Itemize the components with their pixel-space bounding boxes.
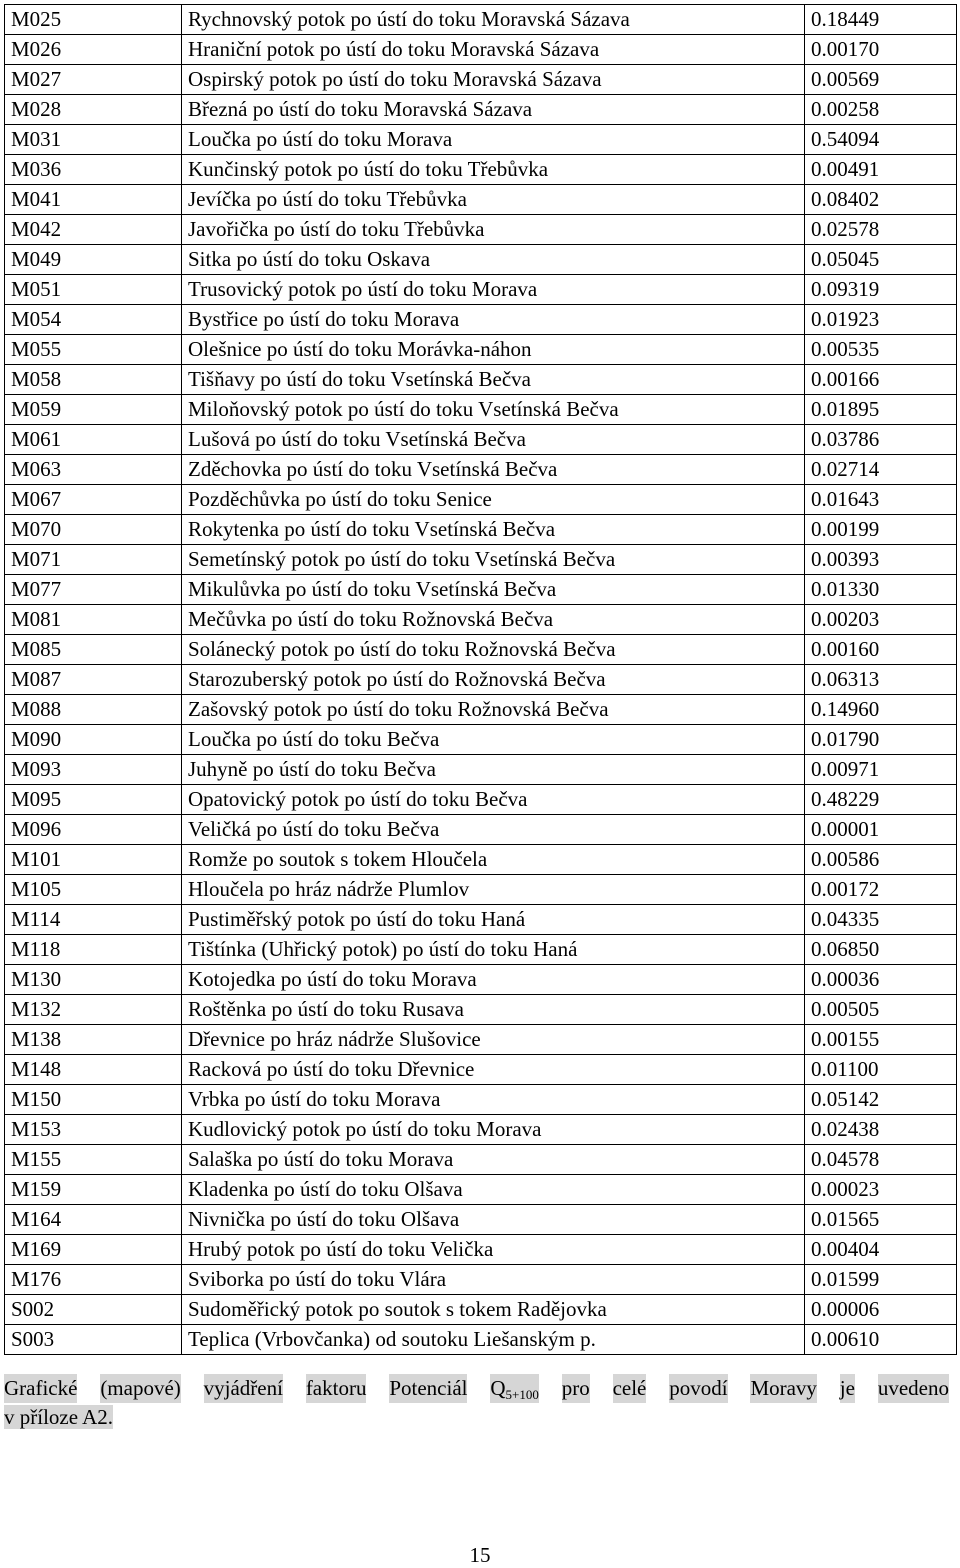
row-code-cell: M159 (5, 1175, 182, 1205)
row-code-cell: M153 (5, 1115, 182, 1145)
row-value-cell: 0.00491 (805, 155, 957, 185)
row-value-cell: 0.00505 (805, 995, 957, 1025)
table-row (5, 755, 957, 785)
row-value-cell: 0.00569 (805, 65, 957, 95)
note-word: Potenciál (389, 1374, 467, 1403)
row-value-cell: 0.01565 (805, 1205, 957, 1235)
row-name-cell: Romže po soutok s tokem Hloučela (182, 845, 805, 875)
row-value-cell: 0.00393 (805, 545, 957, 575)
row-name-cell: Ospirský potok po ústí do toku Moravská Sázava (182, 65, 805, 95)
row-value-cell: 0.00610 (805, 1325, 957, 1355)
note-q-term (490, 1374, 539, 1403)
row-value-cell: 0.01599 (805, 1265, 957, 1295)
row-code-cell: M077 (5, 575, 182, 605)
row-name-cell: Pozděchůvka po ústí do toku Senice (182, 485, 805, 515)
note-line-2 (4, 1403, 949, 1432)
row-value-cell: 0.04578 (805, 1145, 957, 1175)
row-value-cell: 0.01330 (805, 575, 957, 605)
row-value-cell: 0.00535 (805, 335, 957, 365)
row-name-cell: Sudoměřický potok po soutok s tokem Radějovka (182, 1295, 805, 1325)
row-value-cell: 0.01923 (805, 305, 957, 335)
table-row (5, 365, 957, 395)
table-row (5, 845, 957, 875)
q-symbol: Q (490, 1376, 506, 1400)
note-word: povodí (669, 1374, 727, 1403)
row-name-cell: Trusovický potok po ústí do toku Morava (182, 275, 805, 305)
row-code-cell: M051 (5, 275, 182, 305)
table-row (5, 305, 957, 335)
row-code-cell: M096 (5, 815, 182, 845)
row-value-cell: 0.00199 (805, 515, 957, 545)
row-value-cell: 0.05045 (805, 245, 957, 275)
table-row (5, 1325, 957, 1355)
table-row (5, 545, 957, 575)
table-row (5, 95, 957, 125)
row-code-cell: M031 (5, 125, 182, 155)
table-row (5, 1025, 957, 1055)
table-row (5, 275, 957, 305)
note-word: Moravy (750, 1374, 817, 1403)
row-name-cell: Sviborka po ústí do toku Vlára (182, 1265, 805, 1295)
note-word: faktoru (306, 1374, 367, 1403)
row-name-cell: Kladenka po ústí do toku Olšava (182, 1175, 805, 1205)
row-code-cell: M071 (5, 545, 182, 575)
row-name-cell: Javořička po ústí do toku Třebůvka (182, 215, 805, 245)
table-row (5, 1145, 957, 1175)
row-code-cell: M042 (5, 215, 182, 245)
row-value-cell: 0.01100 (805, 1055, 957, 1085)
table-row (5, 515, 957, 545)
row-value-cell: 0.01895 (805, 395, 957, 425)
row-value-cell: 0.48229 (805, 785, 957, 815)
row-value-cell: 0.00155 (805, 1025, 957, 1055)
row-value-cell: 0.06313 (805, 665, 957, 695)
coefficient-table (4, 4, 957, 1355)
row-code-cell: M055 (5, 335, 182, 365)
table-row (5, 65, 957, 95)
row-code-cell: M164 (5, 1205, 182, 1235)
row-value-cell: 0.02714 (805, 455, 957, 485)
table-row (5, 965, 957, 995)
row-code-cell: M027 (5, 65, 182, 95)
row-name-cell: Jevíčka po ústí do toku Třebůvka (182, 185, 805, 215)
row-code-cell: M130 (5, 965, 182, 995)
row-value-cell: 0.14960 (805, 695, 957, 725)
row-code-cell: M105 (5, 875, 182, 905)
table-row (5, 695, 957, 725)
row-code-cell: M087 (5, 665, 182, 695)
row-value-cell: 0.02578 (805, 215, 957, 245)
row-name-cell: Nivnička po ústí do toku Olšava (182, 1205, 805, 1235)
row-name-cell: Hrubý potok po ústí do toku Velička (182, 1235, 805, 1265)
row-value-cell: 0.00258 (805, 95, 957, 125)
row-value-cell: 0.01790 (805, 725, 957, 755)
table-row (5, 1265, 957, 1295)
note-word: je (840, 1374, 855, 1403)
row-code-cell: M054 (5, 305, 182, 335)
row-name-cell: Solánecký potok po ústí do toku Rožnovská Bečva (182, 635, 805, 665)
table-row (5, 155, 957, 185)
row-name-cell: Mečůvka po ústí do toku Rožnovská Bečva (182, 605, 805, 635)
row-name-cell: Pustiměřský potok po ústí do toku Haná (182, 905, 805, 935)
row-name-cell: Miloňovský potok po ústí do toku Vsetínská Bečva (182, 395, 805, 425)
row-name-cell: Kudlovický potok po ústí do toku Morava (182, 1115, 805, 1145)
row-code-cell: M118 (5, 935, 182, 965)
row-value-cell: 0.04335 (805, 905, 957, 935)
row-code-cell: M041 (5, 185, 182, 215)
table-row (5, 1295, 957, 1325)
row-name-cell: Loučka po ústí do toku Morava (182, 125, 805, 155)
table-row (5, 605, 957, 635)
row-name-cell: Semetínský potok po ústí do toku Vsetínská Bečva (182, 545, 805, 575)
table-row (5, 665, 957, 695)
note-word: uvedeno (878, 1374, 949, 1403)
table-row (5, 245, 957, 275)
row-value-cell: 0.06850 (805, 935, 957, 965)
row-code-cell: S002 (5, 1295, 182, 1325)
row-code-cell: M085 (5, 635, 182, 665)
row-name-cell: Hloučela po hráz nádrže Plumlov (182, 875, 805, 905)
row-code-cell: M090 (5, 725, 182, 755)
row-code-cell: M138 (5, 1025, 182, 1055)
table-row (5, 215, 957, 245)
row-code-cell: M036 (5, 155, 182, 185)
table-row (5, 815, 957, 845)
table-row (5, 185, 957, 215)
row-value-cell: 0.00160 (805, 635, 957, 665)
row-code-cell: S003 (5, 1325, 182, 1355)
row-code-cell: M067 (5, 485, 182, 515)
row-code-cell: M148 (5, 1055, 182, 1085)
note-word: (mapové) (100, 1374, 180, 1403)
row-code-cell: M026 (5, 35, 182, 65)
table-row (5, 785, 957, 815)
table-row (5, 935, 957, 965)
row-code-cell: M058 (5, 365, 182, 395)
row-code-cell: M028 (5, 95, 182, 125)
table-row (5, 1205, 957, 1235)
row-name-cell: Tišňavy po ústí do toku Vsetínská Bečva (182, 365, 805, 395)
row-code-cell: M088 (5, 695, 182, 725)
row-name-cell: Loučka po ústí do toku Bečva (182, 725, 805, 755)
row-name-cell: Zašovský potok po ústí do toku Rožnovská Bečva (182, 695, 805, 725)
row-value-cell: 0.54094 (805, 125, 957, 155)
row-value-cell: 0.00203 (805, 605, 957, 635)
row-name-cell: Sitka po ústí do toku Oskava (182, 245, 805, 275)
table-row (5, 35, 957, 65)
row-name-cell: Dřevnice po hráz nádrže Slušovice (182, 1025, 805, 1055)
note-paragraph (4, 1374, 949, 1432)
row-code-cell: M132 (5, 995, 182, 1025)
row-name-cell: Kotojedka po ústí do toku Morava (182, 965, 805, 995)
table-row (5, 575, 957, 605)
row-code-cell: M095 (5, 785, 182, 815)
row-code-cell: M025 (5, 5, 182, 35)
note-line-1 (4, 1374, 949, 1403)
row-name-cell: Racková po ústí do toku Dřevnice (182, 1055, 805, 1085)
table-row (5, 335, 957, 365)
row-value-cell: 0.03786 (805, 425, 957, 455)
row-name-cell: Opatovický potok po ústí do toku Bečva (182, 785, 805, 815)
row-code-cell: M101 (5, 845, 182, 875)
note-word: pro (562, 1374, 590, 1403)
row-name-cell: Kunčinský potok po ústí do toku Třebůvka (182, 155, 805, 185)
row-value-cell: 0.00172 (805, 875, 957, 905)
table-row (5, 995, 957, 1025)
row-code-cell: M063 (5, 455, 182, 485)
table-row (5, 485, 957, 515)
row-name-cell: Lušová po ústí do toku Vsetínská Bečva (182, 425, 805, 455)
row-value-cell: 0.00170 (805, 35, 957, 65)
table-row (5, 5, 957, 35)
row-value-cell: 0.00036 (805, 965, 957, 995)
row-code-cell: M169 (5, 1235, 182, 1265)
row-code-cell: M049 (5, 245, 182, 275)
note-word: Grafické (4, 1374, 77, 1403)
row-value-cell: 0.08402 (805, 185, 957, 215)
table-row (5, 1085, 957, 1115)
table-row (5, 725, 957, 755)
row-name-cell: Mikulůvka po ústí do toku Vsetínská Bečva (182, 575, 805, 605)
row-name-cell: Salaška po ústí do toku Morava (182, 1145, 805, 1175)
row-name-cell: Roštěnka po ústí do toku Rusava (182, 995, 805, 1025)
row-name-cell: Zděchovka po ústí do toku Vsetínská Bečva (182, 455, 805, 485)
page-number: 15 (469, 1543, 491, 1567)
row-code-cell: M061 (5, 425, 182, 455)
row-name-cell: Tištínka (Uhřický potok) po ústí do toku Haná (182, 935, 805, 965)
table-row (5, 425, 957, 455)
table-row (5, 1235, 957, 1265)
row-value-cell: 0.00166 (805, 365, 957, 395)
row-code-cell: M155 (5, 1145, 182, 1175)
row-value-cell: 0.00006 (805, 1295, 957, 1325)
row-value-cell: 0.18449 (805, 5, 957, 35)
row-value-cell: 0.02438 (805, 1115, 957, 1145)
row-name-cell: Veličká po ústí do toku Bečva (182, 815, 805, 845)
row-name-cell: Teplica (Vrbovčanka) od soutoku Liešanským p. (182, 1325, 805, 1355)
table-row (5, 1055, 957, 1085)
note-line-2-text: v příloze A2. (4, 1405, 114, 1429)
row-code-cell: M070 (5, 515, 182, 545)
row-value-cell: 0.00971 (805, 755, 957, 785)
table-row (5, 1175, 957, 1205)
row-code-cell: M176 (5, 1265, 182, 1295)
row-name-cell: Juhyně po ústí do toku Bečva (182, 755, 805, 785)
row-code-cell: M059 (5, 395, 182, 425)
row-name-cell: Rychnovský potok po ústí do toku Moravská Sázava (182, 5, 805, 35)
row-value-cell: 0.09319 (805, 275, 957, 305)
row-value-cell: 0.01643 (805, 485, 957, 515)
table-row (5, 455, 957, 485)
row-value-cell: 0.00404 (805, 1235, 957, 1265)
table-row (5, 905, 957, 935)
table-row (5, 125, 957, 155)
table-row (5, 1115, 957, 1145)
row-name-cell: Vrbka po ústí do toku Morava (182, 1085, 805, 1115)
row-value-cell: 0.05142 (805, 1085, 957, 1115)
row-name-cell: Březná po ústí do toku Moravská Sázava (182, 95, 805, 125)
row-code-cell: M081 (5, 605, 182, 635)
row-name-cell: Starozuberský potok po ústí do Rožnovská Bečva (182, 665, 805, 695)
row-code-cell: M114 (5, 905, 182, 935)
row-name-cell: Hraniční potok po ústí do toku Moravská Sázava (182, 35, 805, 65)
note-word: vyjádření (204, 1374, 283, 1403)
table-body (5, 5, 957, 1355)
q-subscript: 5+100 (505, 1387, 539, 1402)
row-name-cell: Rokytenka po ústí do toku Vsetínská Bečva (182, 515, 805, 545)
row-value-cell: 0.00001 (805, 815, 957, 845)
note-word: celé (613, 1374, 647, 1403)
table-row (5, 635, 957, 665)
row-name-cell: Olešnice po ústí do toku Morávka-náhon (182, 335, 805, 365)
table-row (5, 875, 957, 905)
row-code-cell: M150 (5, 1085, 182, 1115)
row-value-cell: 0.00023 (805, 1175, 957, 1205)
table-row (5, 395, 957, 425)
row-value-cell: 0.00586 (805, 845, 957, 875)
row-code-cell: M093 (5, 755, 182, 785)
row-name-cell: Bystřice po ústí do toku Morava (182, 305, 805, 335)
